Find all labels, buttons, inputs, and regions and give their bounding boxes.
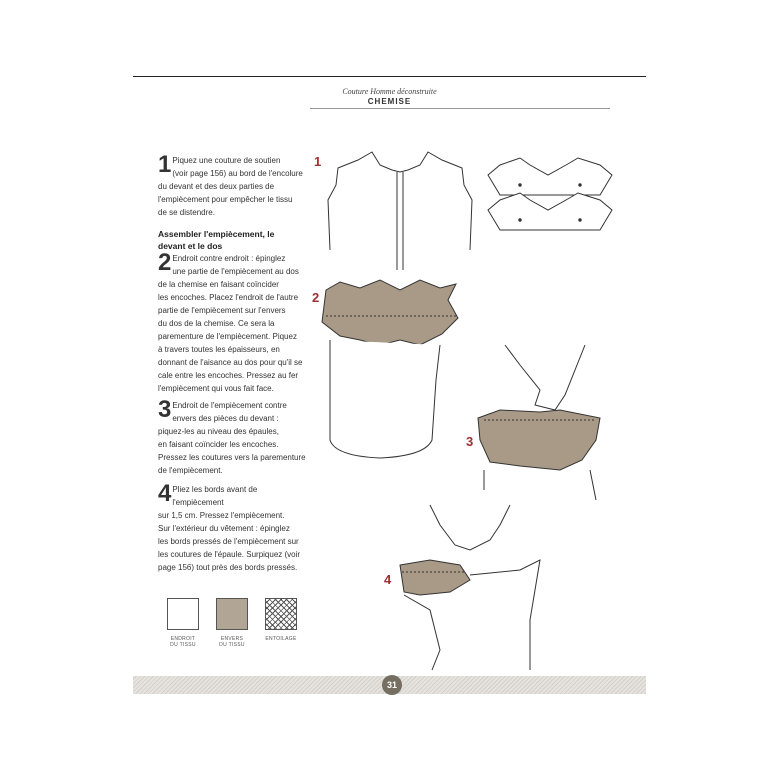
figure-label-4: 4: [384, 572, 392, 587]
step-line: donnant de l'aisance au dos pour qu'il se: [158, 358, 303, 367]
step-line: en faisant coïncider les encoches.: [158, 440, 279, 449]
step-line: l'empiècement pour empêcher le tissu: [158, 195, 293, 204]
step-line: Sur l'extérieur du vêtement : épinglez: [158, 524, 290, 533]
step-line: Endroit contre endroit : épinglez: [172, 254, 286, 263]
step-line: page 156) tout près des bords pressés.: [158, 563, 298, 572]
step-line: sur 1,5 cm. Pressez l'empiècement.: [158, 511, 285, 520]
step-number: 2: [158, 249, 172, 276]
step-line: (voir page 156) au bord de l'encolure: [172, 169, 303, 178]
step-line: à travers toutes les épaisseurs, en: [158, 345, 280, 354]
step-line: partie de l'empiècement sur l'envers: [158, 306, 286, 315]
step-number: 3: [158, 396, 172, 423]
figure-label-2: 2: [312, 290, 320, 305]
legend-label: ENVERS: [220, 636, 244, 642]
step-line: du devant et des deux parties de: [158, 182, 275, 191]
step-number: 4: [158, 480, 172, 507]
step-number: 1: [158, 151, 172, 178]
step-line: envers des pièces du devant :: [172, 414, 279, 423]
step-line: les coutures de l'épaule. Surpiquez (voir: [158, 550, 301, 559]
step-line: de la chemise en faisant coïncider: [158, 280, 279, 289]
section-title: CHEMISE: [367, 97, 412, 106]
step-line: du dos de la chemise. Ce sera la: [158, 319, 275, 328]
step-line: piquez-les au niveau des épaules,: [158, 427, 279, 436]
legend-label: ENTOILAGE: [265, 636, 297, 642]
step-line: parementure de l'empiècement. Piquez: [158, 332, 297, 341]
step-line: Pliez les bords avant de l'empiècement: [172, 485, 258, 507]
step-line: de se distendre.: [158, 208, 215, 217]
page-number: 31: [382, 675, 402, 695]
figure-2: [312, 280, 458, 458]
figure-3: [466, 345, 600, 500]
step-line: Pressez les coutures vers la parementure: [158, 453, 306, 462]
legend-label: ENDROIT: [170, 636, 196, 642]
step-heading: Assembler l'empiècement, le devant et le dos: [158, 229, 275, 251]
figure-label-1: 1: [314, 154, 322, 169]
step-line: Endroit de l'empiècement contre: [172, 401, 287, 410]
legend-label: DU TISSU: [219, 642, 245, 648]
legend-label: DU TISSU: [170, 642, 196, 648]
step-line: les encoches. Placez l'endroit de l'autre: [158, 293, 299, 302]
figure-4: [384, 505, 540, 670]
step-line: l'empiècement qui vous fait face.: [158, 384, 274, 393]
step-line: Piquez une couture de soutien: [172, 156, 281, 165]
step-line: cale entre les encoches. Pressez au fer: [158, 371, 299, 380]
book-title: Couture Homme déconstruite: [342, 87, 437, 96]
figure-label-3: 3: [466, 434, 474, 449]
step-line: une partie de l'empiècement au dos: [172, 267, 299, 276]
step-line: de l'empiècement.: [158, 466, 223, 475]
figure-1: [314, 152, 612, 270]
step-line: les bords pressés de l'empiècement sur: [158, 537, 299, 546]
